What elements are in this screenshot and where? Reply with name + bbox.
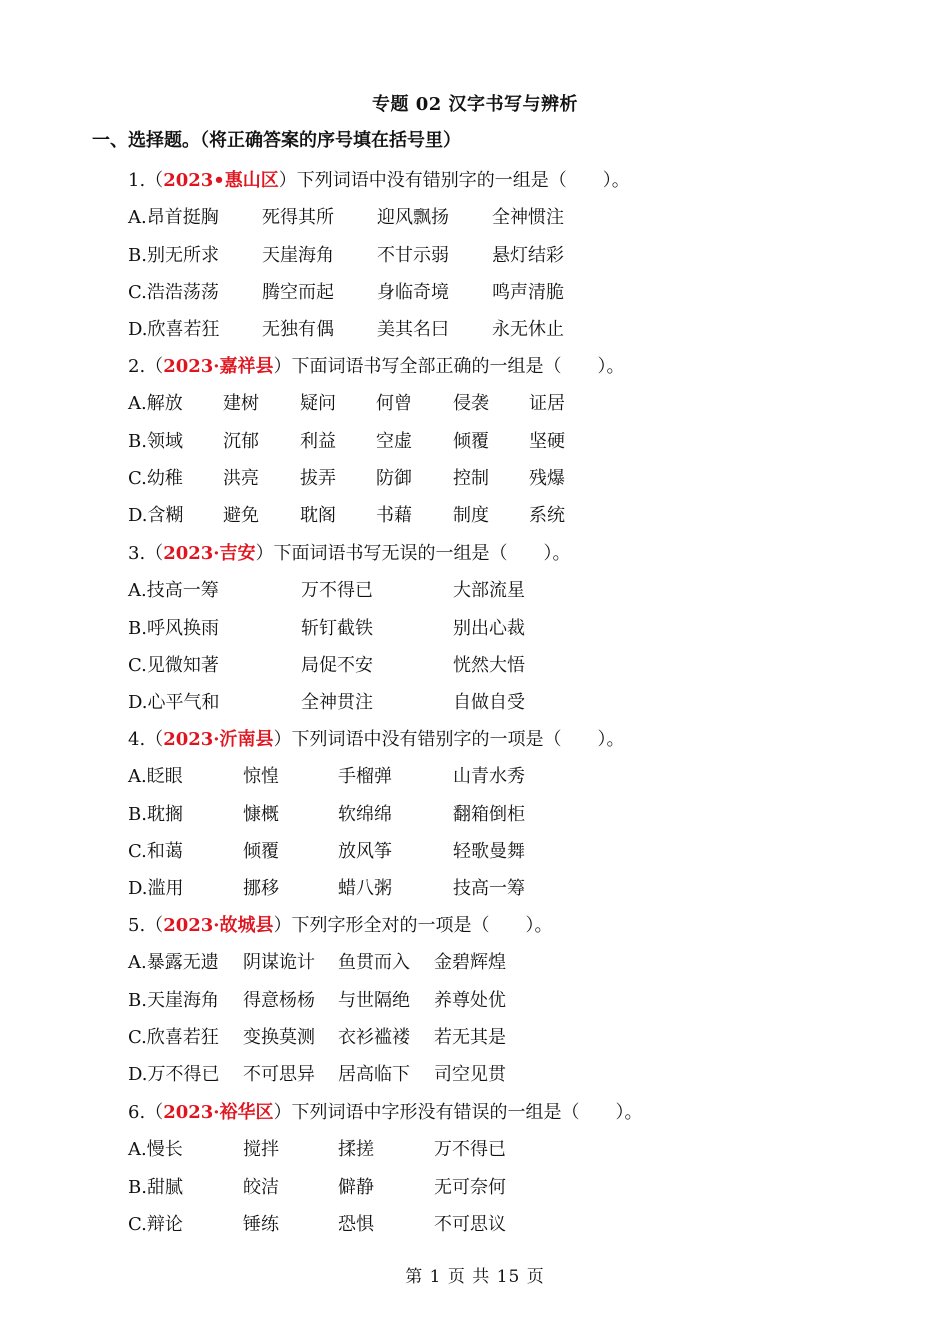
option-label-word: A.眨眼 <box>128 766 183 788</box>
option-word: 斩钉截铁 <box>301 617 373 639</box>
option-label-word: C.辩论 <box>128 1213 183 1235</box>
question-number: 6.（ <box>128 1102 164 1123</box>
option-word: 倾覆 <box>453 430 489 452</box>
option-word: 美其名曰 <box>377 319 449 341</box>
option-word: 居高临下 <box>338 1064 410 1086</box>
option-word: 腾空而起 <box>262 281 334 303</box>
option-label-word: C.和蔼 <box>128 840 183 862</box>
option-word: 阴谋诡计 <box>243 952 315 974</box>
option-word: 耽阁 <box>300 505 336 527</box>
option-label-word: C.见微知著 <box>128 654 219 676</box>
option-word: 洪亮 <box>223 467 259 489</box>
option-word: 万不得已 <box>301 580 373 602</box>
question-number: 2.（ <box>128 356 164 377</box>
option-word: 身临奇境 <box>377 281 449 303</box>
option-label-word: A.解放 <box>128 393 183 415</box>
option-word: 无可奈何 <box>434 1176 506 1198</box>
question-text: ）下面词语书写无误的一组是（ ）。 <box>255 543 571 564</box>
option-word: 自做自受 <box>453 692 525 714</box>
question-stem <box>128 1098 643 1124</box>
option-label-word: B.天崖海角 <box>128 989 219 1011</box>
option-word: 坚硬 <box>529 430 565 452</box>
option-word: 书藉 <box>376 505 412 527</box>
option-word: 挪移 <box>243 878 279 900</box>
option-word: 翻箱倒柜 <box>453 803 525 825</box>
question-stem <box>128 725 625 751</box>
question-source: 2023·故城县 <box>163 915 274 936</box>
option-word: 恍然大悟 <box>453 654 525 676</box>
question-source: 2023·嘉祥县 <box>163 356 274 377</box>
option-word: 技高一筹 <box>453 878 525 900</box>
option-label-word: D.心平气和 <box>128 692 220 714</box>
option-word: 蜡八粥 <box>338 878 392 900</box>
question-stem <box>128 911 553 937</box>
option-label-word: C.浩浩荡荡 <box>128 281 219 303</box>
question-number: 1.（ <box>128 170 164 191</box>
option-label-word: B.甜腻 <box>128 1176 183 1198</box>
option-word: 手榴弹 <box>338 766 392 788</box>
option-word: 与世隔绝 <box>338 989 410 1011</box>
option-word: 恐惧 <box>338 1213 374 1235</box>
option-word: 万不得已 <box>434 1139 506 1161</box>
option-word: 空虚 <box>376 430 412 452</box>
option-word: 慷概 <box>243 803 279 825</box>
option-label-word: D.滥用 <box>128 878 184 900</box>
option-label-word: D.欣喜若狂 <box>128 319 220 341</box>
question-source: 2023·沂南县 <box>163 729 274 750</box>
option-word: 证居 <box>529 393 565 415</box>
option-word: 皎洁 <box>243 1176 279 1198</box>
option-word: 养尊处优 <box>434 989 506 1011</box>
option-word: 天崖海角 <box>262 244 334 266</box>
option-word: 倾覆 <box>243 840 279 862</box>
option-word: 得意杨杨 <box>243 989 315 1011</box>
option-word: 永无休止 <box>492 319 564 341</box>
option-word: 司空见贯 <box>434 1064 506 1086</box>
question-stem <box>128 166 630 192</box>
option-label-word: A.慢长 <box>128 1139 183 1161</box>
option-word: 放风筝 <box>338 840 392 862</box>
question-text: ）下列词语中没有错别字的一项是（ ）。 <box>273 729 625 750</box>
question-stem <box>128 352 625 378</box>
option-word: 山青水秀 <box>453 766 525 788</box>
question-stem <box>128 539 571 565</box>
option-word: 侵袭 <box>453 393 489 415</box>
option-word: 建树 <box>223 393 259 415</box>
option-word: 沉郁 <box>223 430 259 452</box>
option-word: 惊惶 <box>243 766 279 788</box>
option-word: 搅拌 <box>243 1139 279 1161</box>
option-label-word: D.万不得已 <box>128 1064 220 1086</box>
option-word: 不可思异 <box>243 1064 315 1086</box>
option-word: 变换莫测 <box>243 1026 315 1048</box>
option-label-word: C.幼稚 <box>128 467 183 489</box>
option-word: 疑问 <box>300 393 336 415</box>
option-word: 不可思议 <box>434 1213 506 1235</box>
option-label-word: A.昂首挺胸 <box>128 207 219 229</box>
option-word: 制度 <box>453 505 489 527</box>
question-source: 2023·裕华区 <box>163 1102 274 1123</box>
option-word: 防御 <box>376 467 412 489</box>
option-word: 金碧辉煌 <box>434 952 506 974</box>
option-word: 残爆 <box>529 467 565 489</box>
option-word: 何曾 <box>376 393 412 415</box>
question-number: 5.（ <box>128 915 164 936</box>
option-label-word: A.技高一筹 <box>128 580 219 602</box>
question-source: 2023•惠山区 <box>163 170 279 191</box>
option-label-word: B.领域 <box>128 430 183 452</box>
section-heading: 一、选择题。（将正确答案的序号填在括号里） <box>92 130 461 151</box>
option-label-word: A.暴露无遗 <box>128 952 219 974</box>
page-footer: 第 1 页 共 15 页 <box>405 1267 545 1287</box>
option-word: 无独有偶 <box>262 319 334 341</box>
question-source: 2023·吉安 <box>163 543 256 564</box>
option-label-word: B.别无所求 <box>128 244 219 266</box>
option-word: 轻歌曼舞 <box>453 840 525 862</box>
option-word: 若无其是 <box>434 1026 506 1048</box>
option-word: 锤练 <box>243 1213 279 1235</box>
option-word: 软绵绵 <box>338 803 392 825</box>
option-word: 大部流星 <box>453 580 525 602</box>
option-word: 系统 <box>529 505 565 527</box>
option-word: 利益 <box>300 430 336 452</box>
option-label-word: B.呼风换雨 <box>128 617 219 639</box>
page-title: 专题 02 汉字书写与辨析 <box>371 94 579 115</box>
option-word: 别出心裁 <box>453 617 525 639</box>
option-label-word: B.耽搁 <box>128 803 183 825</box>
option-word: 避免 <box>223 505 259 527</box>
option-word: 僻静 <box>338 1176 374 1198</box>
option-word: 拔弄 <box>300 467 336 489</box>
option-word: 全神贯注 <box>301 692 373 714</box>
question-text: ）下列字形全对的一项是（ ）。 <box>273 915 553 936</box>
question-text: ）下面词语书写全部正确的一组是（ ）。 <box>273 356 625 377</box>
question-number: 4.（ <box>128 729 164 750</box>
option-word: 衣衫褴褛 <box>338 1026 410 1048</box>
option-word: 迎风飘扬 <box>377 207 449 229</box>
option-word: 鱼贯而入 <box>338 952 410 974</box>
question-number: 3.（ <box>128 543 164 564</box>
option-word: 揉搓 <box>338 1139 374 1161</box>
question-text: ）下列词语中字形没有错误的一组是（ ）。 <box>273 1102 643 1123</box>
option-word: 控制 <box>453 467 489 489</box>
option-word: 悬灯结彩 <box>492 244 564 266</box>
option-word: 鸣声清脆 <box>492 281 564 303</box>
option-word: 死得其所 <box>262 207 334 229</box>
option-label-word: D.含糊 <box>128 505 184 527</box>
option-word: 不甘示弱 <box>377 244 449 266</box>
option-word: 全神惯注 <box>492 207 564 229</box>
option-word: 局促不安 <box>301 654 373 676</box>
option-label-word: C.欣喜若狂 <box>128 1026 219 1048</box>
question-text: ）下列词语中没有错别字的一组是（ ）。 <box>278 170 630 191</box>
